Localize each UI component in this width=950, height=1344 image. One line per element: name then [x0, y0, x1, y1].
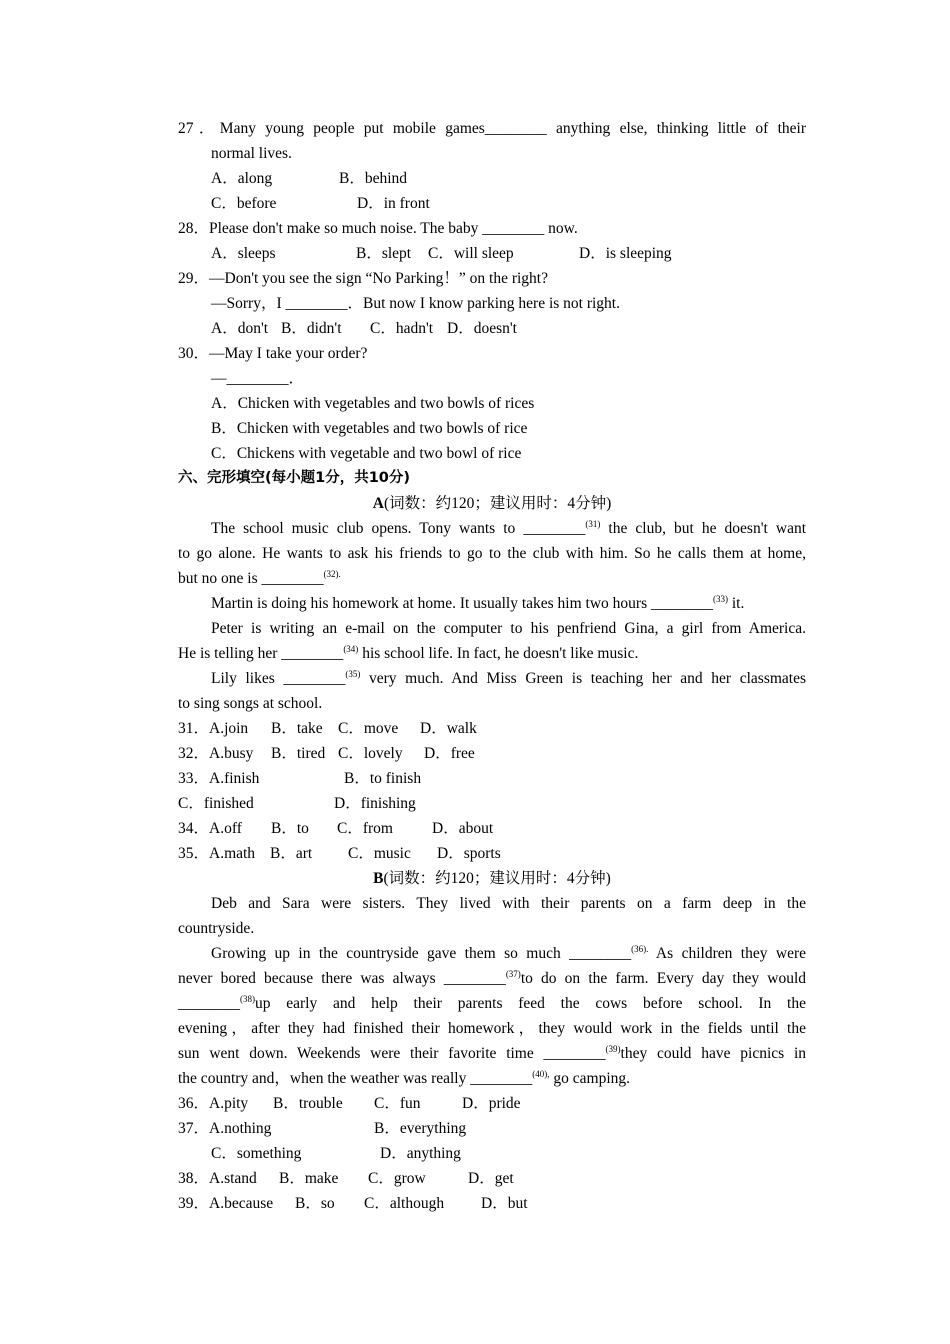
blank-num-35: (35) [345, 669, 361, 679]
passage-b-p2-line4: evening，after they had finished their homework，they would work in the fields until the [178, 1020, 806, 1037]
q27-options-ab [211, 166, 806, 191]
q28-option-c: C．will sleep [428, 245, 514, 262]
q31-options [178, 716, 806, 741]
q31-option-d: D．walk [420, 720, 477, 737]
q27-stem-cont: normal lives. [211, 145, 292, 162]
passage-b-info: (词数：约120；建议用时：4分钟) [383, 870, 611, 887]
text: Lily likes ________ [211, 670, 346, 687]
text: sun went down. Weekends were their favorite time ________ [178, 1045, 606, 1062]
q29-stem: 29．—Don't you see the sign “No Parking！” on the right? [178, 270, 548, 287]
q31-option-a: 31．A.join [178, 720, 249, 737]
passage-b-p1-line2: countryside. [178, 920, 255, 937]
q27-option-a: A．along [211, 170, 273, 187]
q37-options-ab [178, 1116, 806, 1141]
q36-option-d: D．pride [462, 1095, 521, 1112]
blank-num-34: (34) [343, 644, 359, 654]
q33-option-b: B．to finish [344, 770, 422, 787]
q34-option-c: C．from [337, 820, 393, 837]
passage-a-p1-line2: to go alone. He wants to ask his friends to go to the club with him. So he calls them at home, [178, 545, 806, 562]
q33-option-a: 33．A.finish [178, 770, 260, 787]
q35-option-a: 35．A.math [178, 845, 256, 862]
q32-option-b: B．tired [271, 745, 326, 762]
q38-option-b: B．make [279, 1170, 339, 1187]
text: his school life. In fact, he doesn't like music. [358, 645, 639, 662]
q38-options [178, 1166, 806, 1191]
q39-option-b: B．so [295, 1195, 335, 1212]
blank-num-38: (38) [240, 994, 255, 1004]
q35-option-d: D．sports [437, 845, 501, 862]
text: go camping. [549, 1070, 630, 1087]
q29-stem-cont: —Sorry，I ________．But now I know parking here is not right. [211, 295, 620, 312]
passage-a-p3-line2 [178, 641, 806, 666]
q33-options-ab [178, 766, 806, 791]
blank-num-37: (37) [505, 969, 521, 979]
q38-option-c: C．grow [368, 1170, 426, 1187]
q35-option-c: C．music [348, 845, 411, 862]
q31-option-c: C．move [338, 720, 399, 737]
text: He is telling her ________ [178, 645, 344, 662]
q36-option-b: B．trouble [273, 1095, 343, 1112]
passage-a-label: A [372, 495, 384, 512]
passage-b-p2-line6 [178, 1066, 806, 1091]
text: it. [727, 595, 745, 612]
passage-a-p4-line2: to sing songs at school. [178, 695, 323, 712]
q33-option-c: C．finished [178, 795, 254, 812]
text: the club, but he doesn't want [600, 520, 807, 537]
q28-options [211, 241, 806, 266]
q32-option-d: D．free [424, 745, 475, 762]
q30-stem: 30．—May I take your order? [178, 345, 368, 362]
text: ________ [178, 995, 240, 1012]
q30-option-b: B．Chicken with vegetables and two bowls of rice [211, 420, 528, 437]
passage-b-p2-line1 [211, 941, 806, 966]
q34-option-b: B．to [271, 820, 309, 837]
passage-b-heading [178, 866, 806, 891]
text: the country and，when the weather was really ________ [178, 1070, 533, 1087]
text: As children they were [648, 945, 806, 962]
passage-b-p2-line3 [178, 991, 806, 1016]
q29-option-b: B．didn't [281, 320, 342, 337]
q30-answer-blank: —________． [211, 370, 305, 387]
q39-option-d: D．but [481, 1195, 528, 1212]
q30-option-c: C．Chickens with vegetable and two bowl of rice [211, 445, 522, 462]
q37-options-cd [211, 1141, 806, 1166]
blank-num-33: (33) [712, 594, 728, 604]
q34-options [178, 816, 806, 841]
text: The school music club opens. Tony wants to ________ [211, 520, 586, 537]
q36-option-a: 36．A.pity [178, 1095, 249, 1112]
q38-option-a: 38．A.stand [178, 1170, 257, 1187]
passage-a-p1-line3 [178, 566, 806, 591]
q38-option-d: D．get [468, 1170, 514, 1187]
q35-options [178, 841, 806, 866]
q31-option-b: B．take [271, 720, 323, 737]
passage-b-label: B [373, 870, 384, 887]
q32-option-c: C．lovely [338, 745, 403, 762]
blank-num-36: (36). [631, 944, 649, 954]
q32-option-a: 32．A.busy [178, 745, 254, 762]
section-6-title: 六、完形填空(每小题1分，共10分) [178, 470, 411, 486]
q33-options-cd [178, 791, 806, 816]
q29-option-d: D．doesn't [447, 320, 517, 337]
q28-option-b: B．slept [356, 245, 412, 262]
q36-option-c: C．fun [374, 1095, 421, 1112]
text: very much. And Miss Green is teaching her and her classmates [360, 670, 807, 687]
q29-option-a: A．don't [211, 320, 269, 337]
q37-option-b: B．everything [374, 1120, 467, 1137]
text: Growing up in the countryside gave them so much ________ [211, 945, 632, 962]
q35-option-b: B．art [270, 845, 313, 862]
passage-b-p2-line2 [178, 966, 806, 991]
q39-options [178, 1191, 806, 1216]
q33-option-d: D．finishing [334, 795, 416, 812]
q27-option-c: C．before [211, 195, 277, 212]
q27-options-cd [211, 191, 806, 216]
blank-num-39: (39) [605, 1044, 621, 1054]
q39-option-c: C．although [364, 1195, 445, 1212]
q29-options [211, 316, 806, 341]
q29-option-c: C．hadn't [370, 320, 434, 337]
passage-a-info: (词数：约120；建议用时：4分钟) [383, 495, 612, 512]
passage-a-p2 [211, 591, 806, 616]
q34-option-d: D．about [432, 820, 494, 837]
q36-options [178, 1091, 806, 1116]
text: Martin is doing his homework at home. It usually takes him two hours ________ [211, 595, 713, 612]
passage-b-p2-line5 [178, 1041, 806, 1066]
q30-option-a: A．Chicken with vegetables and two bowls of rices [211, 395, 535, 412]
q39-option-a: 39．A.because [178, 1195, 274, 1212]
q27-stem: 27．Many young people put mobile games________ anything else, thinking little of their [178, 120, 806, 137]
blank-num-40: (40), [532, 1069, 550, 1079]
passage-b-p1-line1: Deb and Sara were sisters. They lived with their parents on a farm deep in the [211, 895, 806, 912]
blank-num-31: (31) [585, 519, 601, 529]
text: but no one is ________ [178, 570, 324, 587]
q28-stem: 28．Please don't make so much noise. The baby ________ now. [178, 220, 578, 237]
q37-option-a: 37．A.nothing [178, 1120, 272, 1137]
q37-option-c: C．something [211, 1145, 302, 1162]
blank-num-32: (32). [323, 569, 341, 579]
text: to do on the farm. Every day they would [520, 970, 806, 987]
q28-option-a: A．sleeps [211, 245, 276, 262]
text: up early and help their parents feed the cows before school. In the [255, 995, 806, 1012]
q32-options [178, 741, 806, 766]
q34-option-a: 34．A.off [178, 820, 242, 837]
text: they could have picnics in [620, 1045, 806, 1062]
text: never bored because there was always ________ [178, 970, 506, 987]
passage-a-p4-line1 [211, 666, 806, 691]
passage-a-heading [178, 491, 806, 516]
q37-option-d: D．anything [380, 1145, 461, 1162]
q27-option-d: D．in front [357, 195, 430, 212]
q28-option-d: D．is sleeping [579, 245, 672, 262]
passage-a-p3-line1: Peter is writing an e-mail on the computer to his penfriend Gina, a girl from America. [211, 620, 806, 637]
q27-option-b: B．behind [339, 170, 408, 187]
passage-a-p1-line1 [211, 516, 806, 541]
